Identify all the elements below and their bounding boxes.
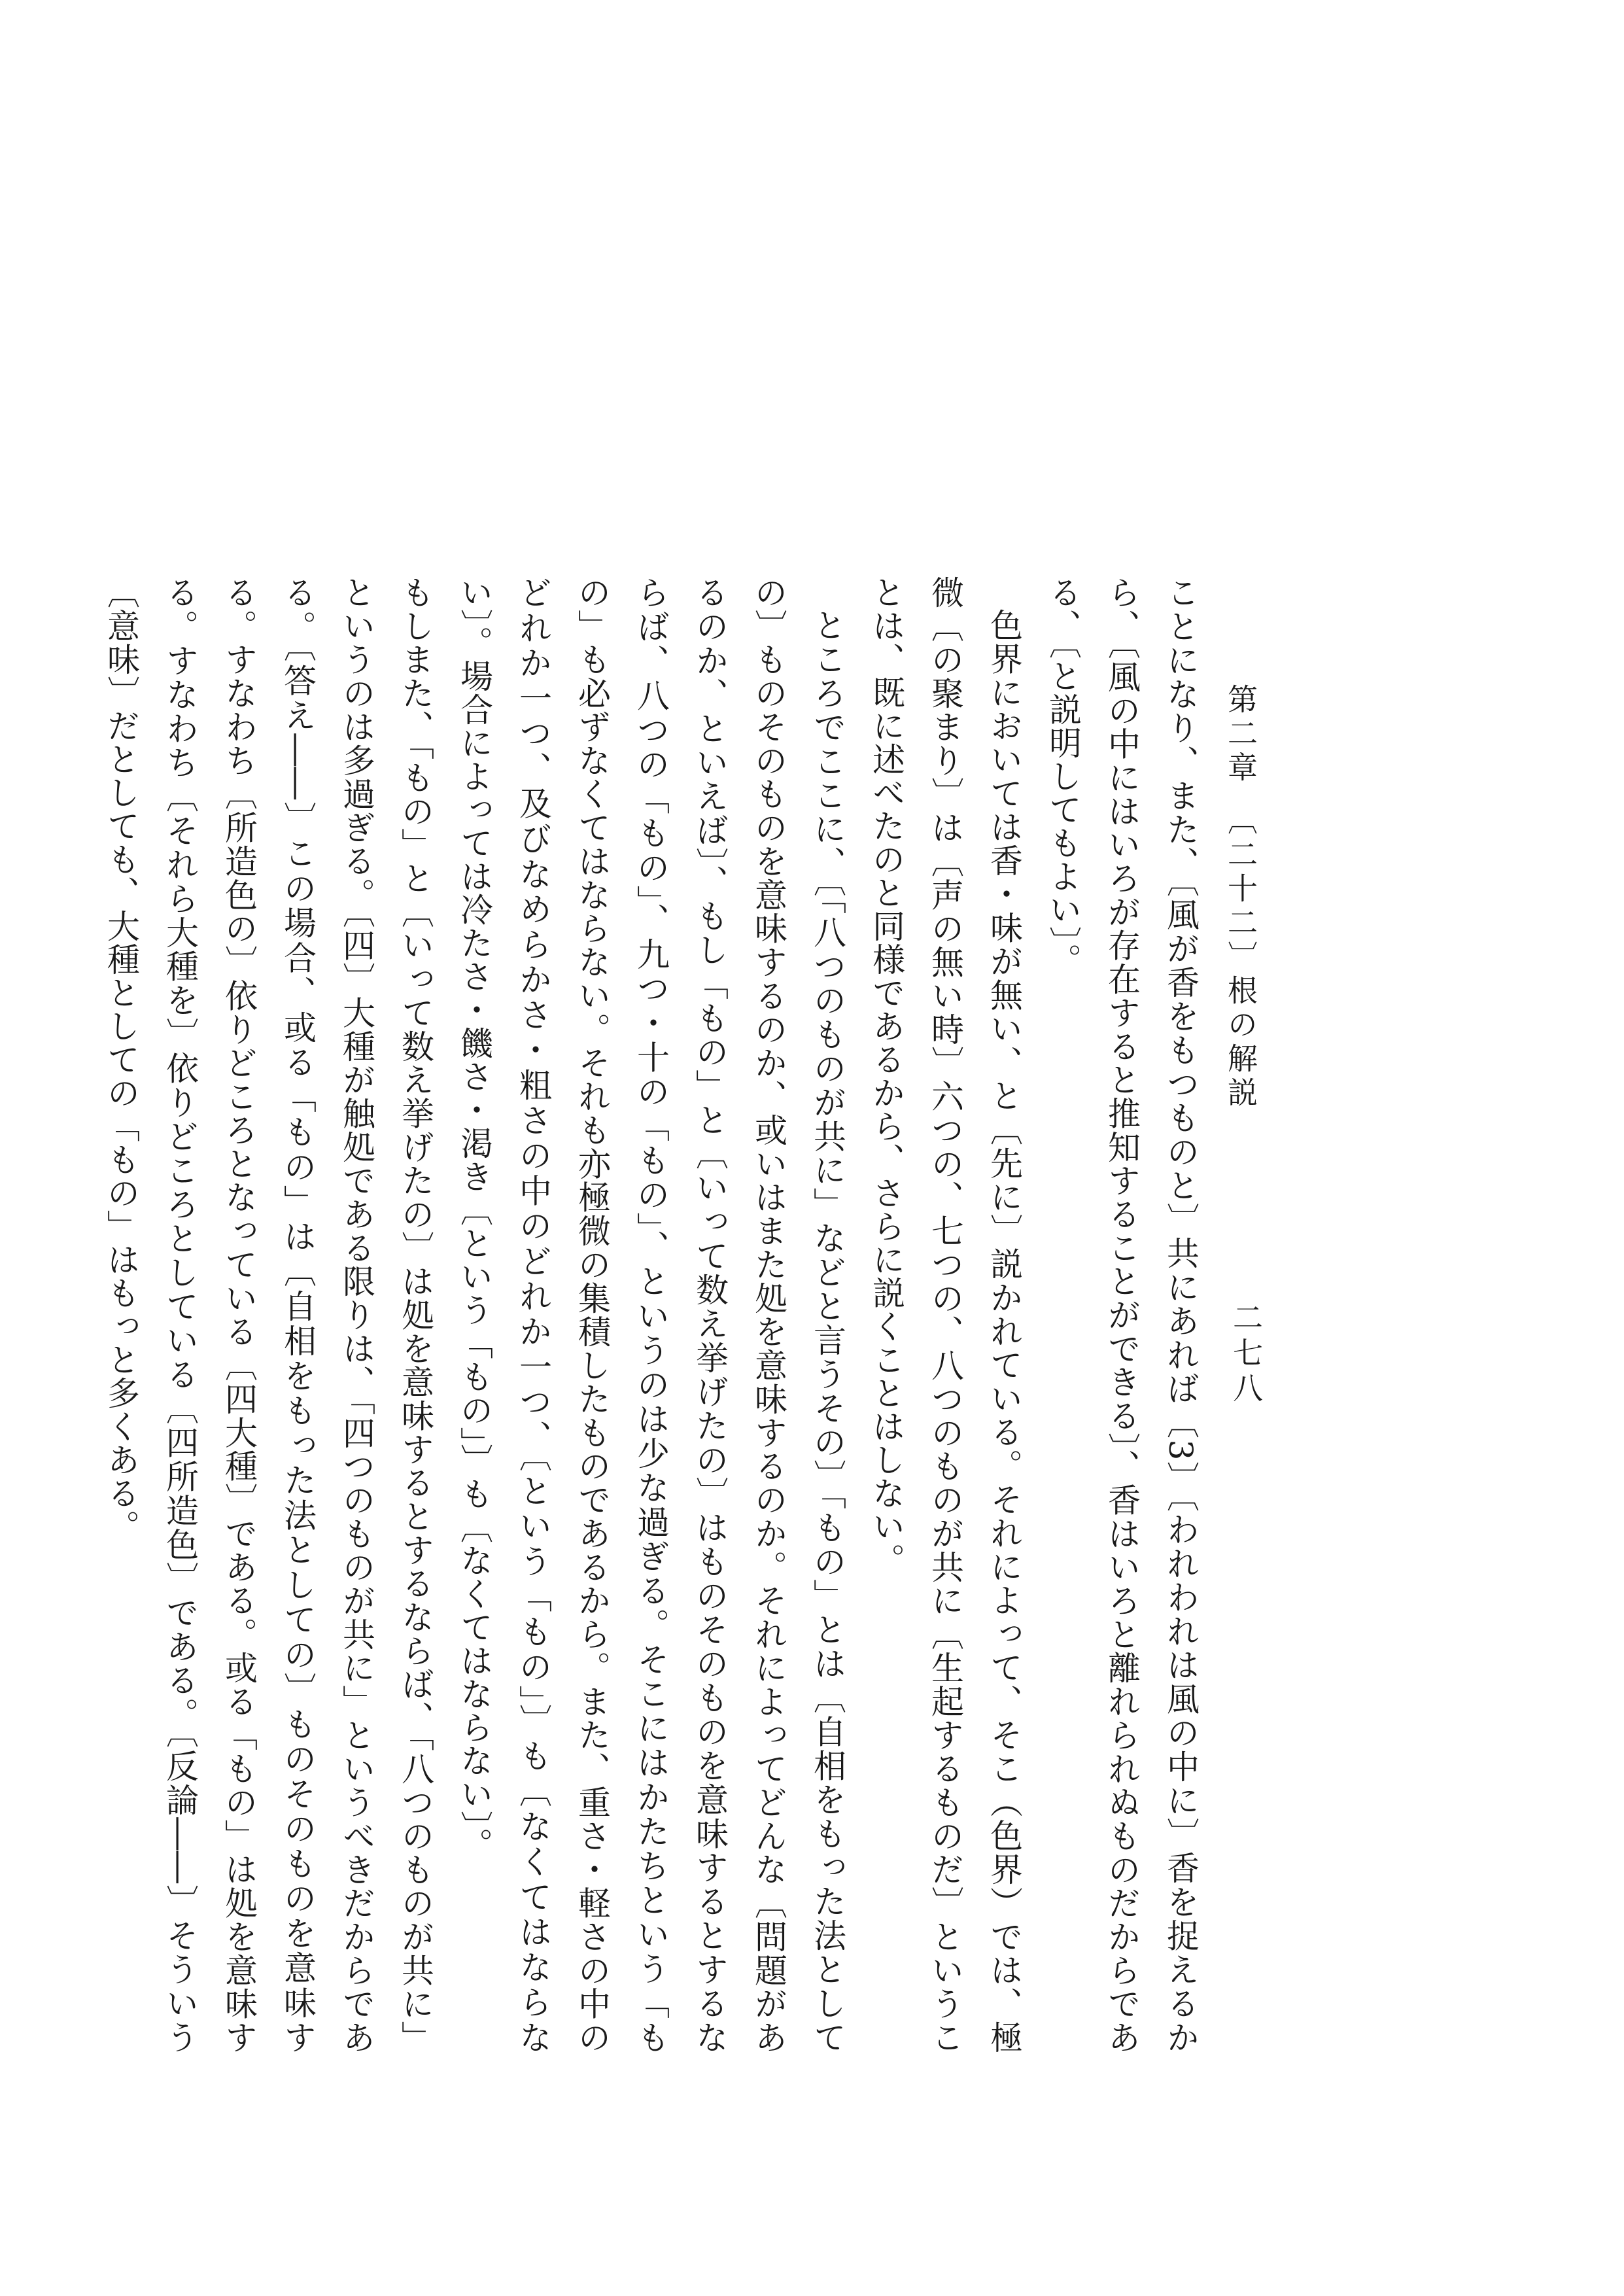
body-text xyxy=(102,576,1210,2055)
paragraph: ところでここに、〔「八つのものが共に」などと言うその〕「もの」とは〔自相をもった法としての〕ものそのものを意味するのか、或いはまた処を意味するのか。それによってどんな〔問題があるのか、といえば〕、もし「もの」と〔いって数え挙げたの〕はものそのものを意味するとするならば、八つの「もの」、九つ・十の「もの」、というのは少な過ぎる。そこにはかたちという「もの」も必ずなくてはならない。それも亦極微の集積したものであるから。また、重さ・軽さの中のどれか一つ、及びなめらかさ・粗さの中のどれか一つ、〔という「もの」〕も〔なくてはならない〕。場合によっては冷たさ・饑さ・渇き〔という「もの」〕も〔なくてはならない〕。 xyxy=(455,576,846,2054)
paragraph: 色界においては香・味が無い、と〔先に〕説かれている。それによって、そこ（色界）では、極微〔の聚まり〕は〔声の無い時〕六つの、七つの、八つのものが共に〔生起するものだ〕ということは、既に述べたのと同様であるから、さらに説くことはしない。 xyxy=(867,576,1023,2054)
paragraph: もしまた、「もの」と〔いって数え挙げたの〕は処を意味するとするならば、「八つのものが共に」というのは多過ぎる。〔四〕大種が触処である限りは、「四つのものが共に」というべきだからである。〔答え――〕この場合、或る「もの」は〔自相をもった法としての〕ものそのものを意味する。すなわち〔所造色の〕依りどころとなっている〔四大種〕である。或る「もの」は処を意味する。すなわち〔それら大種を〕依りどころとしている〔四所造色〕である。〔反論――〕そういう〔意味〕だとしても、大種としての「もの」はもっと多くある。 xyxy=(102,576,434,2055)
chapter-title: 第二章 〔二十二〕根の解説 xyxy=(1223,684,1258,1111)
page-number: 二七八 xyxy=(1228,1302,1264,1408)
paragraph: ことになり、また、〔風が香をもつものと〕共にあれば〔3〕〔われわれは風の中に〕香を捉えるから、〔風の中にはいろが存在すると推知することができる〕、香はいろと離れられぬものだからである、〔と説明してもよい〕。 xyxy=(1044,576,1200,2054)
